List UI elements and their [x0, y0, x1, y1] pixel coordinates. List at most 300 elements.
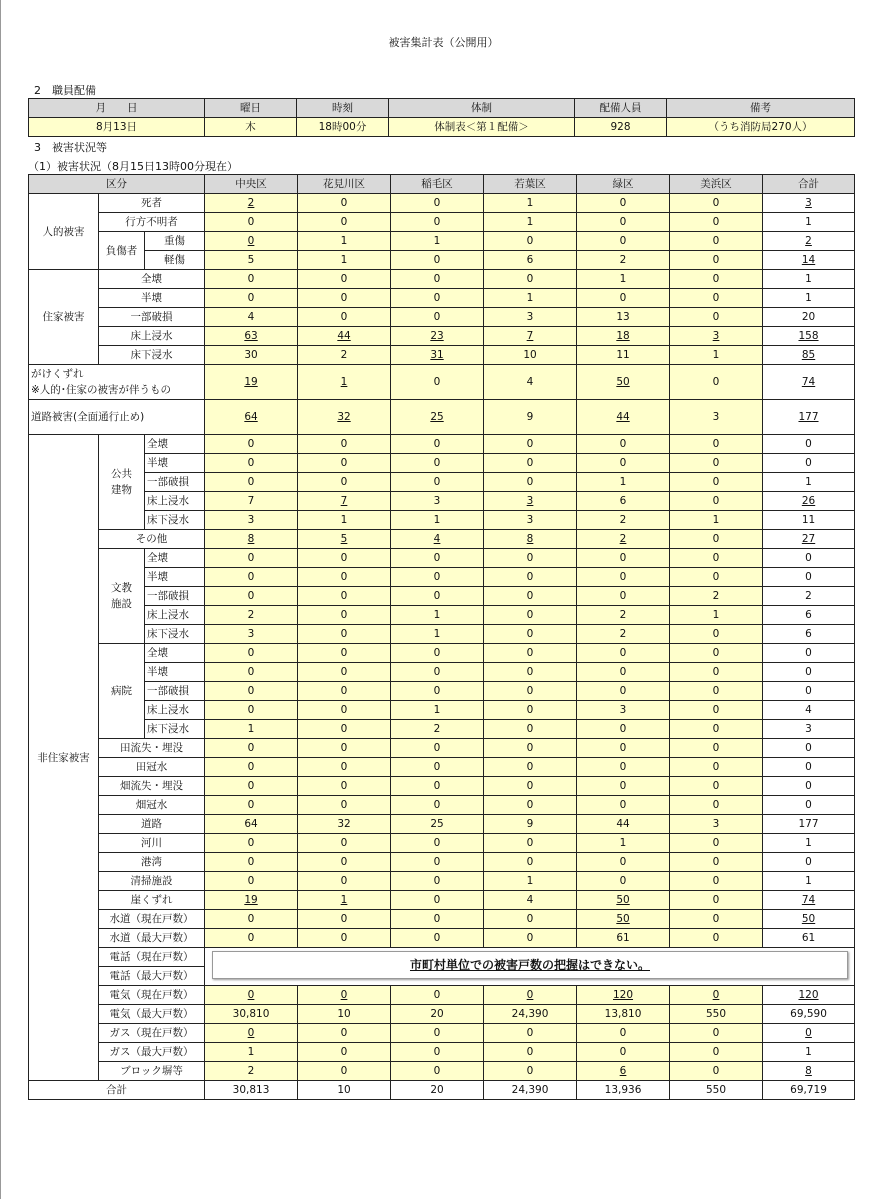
value-cell: 3	[205, 511, 298, 530]
table-row	[29, 758, 855, 777]
value-cell: 0	[670, 929, 763, 948]
value-cell: 6	[763, 625, 855, 644]
staff-header-time: 時刻	[297, 99, 389, 118]
value-cell: 50	[577, 891, 670, 910]
value-cell: 1	[670, 346, 763, 365]
value-cell: 1	[391, 701, 484, 720]
value-cell: 0	[577, 1024, 670, 1043]
damage-heading: 3 被害状況等	[34, 141, 107, 154]
row-label: 畑流失・埋没	[99, 777, 205, 796]
value-cell: 0	[763, 568, 855, 587]
value-cell: 177	[763, 400, 855, 435]
value-cell: 7	[205, 492, 298, 511]
row-label: 田流失・埋没	[99, 739, 205, 758]
value-cell: 0	[298, 701, 391, 720]
table-row	[29, 454, 855, 473]
table-row	[29, 587, 855, 606]
staff-system: 体制表＜第１配備＞	[389, 118, 575, 137]
table-row	[29, 777, 855, 796]
value-cell: 0	[484, 473, 577, 492]
row-label: 水道（現在戸数）	[99, 910, 205, 929]
value-cell: 0	[763, 1024, 855, 1043]
value-cell: 0	[484, 1043, 577, 1062]
table-row	[29, 213, 855, 232]
row-label: 道路	[99, 815, 205, 834]
value-cell: 0	[298, 739, 391, 758]
value-cell: 0	[298, 473, 391, 492]
table-row	[29, 327, 855, 346]
value-cell: 13,810	[577, 1005, 670, 1024]
value-cell: 0	[484, 739, 577, 758]
value-cell: 0	[391, 739, 484, 758]
table-row	[29, 568, 855, 587]
value-cell: 24,390	[484, 1005, 577, 1024]
value-cell: 0	[484, 568, 577, 587]
value-cell: 0	[298, 549, 391, 568]
value-cell: 0	[205, 986, 298, 1005]
value-cell: 18	[577, 327, 670, 346]
value-cell: 0	[205, 473, 298, 492]
value-cell: 0	[484, 758, 577, 777]
header-ward: 合計	[763, 175, 855, 194]
row-label: ブロック塀等	[99, 1062, 205, 1081]
value-cell: 0	[670, 796, 763, 815]
value-cell: 0	[577, 644, 670, 663]
table-row	[29, 682, 855, 701]
value-cell: 0	[577, 289, 670, 308]
value-cell: 19	[205, 365, 298, 400]
table-row	[29, 530, 855, 549]
row-label: 床上浸水	[145, 701, 205, 720]
value-cell: 25	[391, 815, 484, 834]
value-cell: 0	[763, 758, 855, 777]
value-cell: 2	[577, 511, 670, 530]
value-cell: 0	[298, 1062, 391, 1081]
value-cell: 3	[670, 815, 763, 834]
row-label: 一部破損	[145, 587, 205, 606]
row-label: 床上浸水	[99, 327, 205, 346]
value-cell: 0	[670, 986, 763, 1005]
value-cell: 7	[298, 492, 391, 511]
staff-weekday: 木	[205, 118, 297, 137]
row-label: 崖くずれ	[99, 891, 205, 910]
value-cell: 0	[298, 454, 391, 473]
value-cell: 10	[298, 1005, 391, 1024]
table-row	[29, 232, 855, 251]
row-label: 河川	[99, 834, 205, 853]
value-cell: 0	[391, 834, 484, 853]
value-cell: 69,590	[763, 1005, 855, 1024]
value-cell: 1	[577, 270, 670, 289]
value-cell: 0	[484, 587, 577, 606]
total-value-cell: 13,936	[577, 1081, 670, 1100]
value-cell: 0	[577, 194, 670, 213]
header-ward: 稲毛区	[391, 175, 484, 194]
value-cell: 0	[298, 720, 391, 739]
value-cell: 0	[484, 644, 577, 663]
value-cell: 0	[670, 365, 763, 400]
value-cell: 0	[391, 587, 484, 606]
value-cell: 31	[391, 346, 484, 365]
row-label: 軽傷	[145, 251, 205, 270]
value-cell: 4	[205, 308, 298, 327]
group-public-building: 公共建物	[99, 435, 145, 530]
value-cell: 2	[205, 194, 298, 213]
value-cell: 1	[670, 606, 763, 625]
row-label: ガス（最大戸数）	[99, 1043, 205, 1062]
value-cell: 0	[391, 308, 484, 327]
table-row	[29, 986, 855, 1005]
value-cell: 0	[205, 549, 298, 568]
value-cell: 50	[763, 910, 855, 929]
total-value-cell: 20	[391, 1081, 484, 1100]
value-cell: 1	[484, 289, 577, 308]
table-row	[29, 549, 855, 568]
row-label: 全壊	[145, 549, 205, 568]
value-cell: 9	[484, 815, 577, 834]
value-cell: 10	[484, 346, 577, 365]
value-cell: 0	[391, 568, 484, 587]
row-label: 水道（最大戸数）	[99, 929, 205, 948]
value-cell: 0	[484, 1024, 577, 1043]
value-cell: 2	[391, 720, 484, 739]
value-cell: 0	[391, 796, 484, 815]
value-cell: 0	[670, 530, 763, 549]
value-cell: 1	[298, 891, 391, 910]
value-cell: 2	[205, 606, 298, 625]
value-cell: 0	[205, 910, 298, 929]
value-cell: 0	[577, 1043, 670, 1062]
value-cell: 0	[298, 625, 391, 644]
value-cell: 0	[670, 270, 763, 289]
value-cell: 44	[577, 400, 670, 435]
value-cell: 1	[763, 872, 855, 891]
value-cell: 1	[484, 194, 577, 213]
value-cell: 11	[577, 346, 670, 365]
staff-header-remarks: 備考	[667, 99, 855, 118]
value-cell: 0	[670, 454, 763, 473]
damage-subheading: （1）被害状況（8月15日13時00分現在）	[28, 160, 238, 173]
value-cell: 0	[670, 289, 763, 308]
staff-table	[28, 98, 855, 137]
value-cell: 1	[577, 473, 670, 492]
value-cell: 14	[763, 251, 855, 270]
value-cell: 3	[391, 492, 484, 511]
total-value-cell: 550	[670, 1081, 763, 1100]
value-cell: 0	[391, 872, 484, 891]
landslide-label	[29, 365, 205, 400]
table-row	[29, 739, 855, 758]
value-cell: 0	[298, 568, 391, 587]
value-cell: 120	[577, 986, 670, 1005]
value-cell: 1	[298, 511, 391, 530]
value-cell: 1	[391, 606, 484, 625]
table-row	[29, 400, 855, 435]
value-cell: 3	[763, 720, 855, 739]
value-cell: 0	[670, 644, 763, 663]
value-cell: 0	[391, 1043, 484, 1062]
value-cell: 50	[577, 365, 670, 400]
value-cell: 0	[763, 435, 855, 454]
table-row	[29, 365, 855, 400]
group-injured: 負傷者	[99, 232, 145, 270]
value-cell: 0	[670, 549, 763, 568]
value-cell: 32	[298, 815, 391, 834]
value-cell: 0	[298, 796, 391, 815]
value-cell: 0	[763, 777, 855, 796]
value-cell: 0	[205, 663, 298, 682]
value-cell: 0	[298, 587, 391, 606]
value-cell: 0	[391, 289, 484, 308]
row-label: 畑冠水	[99, 796, 205, 815]
value-cell: 0	[577, 720, 670, 739]
value-cell: 0	[205, 758, 298, 777]
value-cell: 3	[577, 701, 670, 720]
value-cell: 20	[391, 1005, 484, 1024]
value-cell: 2	[670, 587, 763, 606]
total-value-cell: 24,390	[484, 1081, 577, 1100]
value-cell: 0	[205, 701, 298, 720]
value-cell: 0	[763, 644, 855, 663]
table-row	[29, 270, 855, 289]
row-label: 清掃施設	[99, 872, 205, 891]
value-cell: 0	[391, 473, 484, 492]
value-cell: 0	[484, 232, 577, 251]
table-row	[29, 1081, 855, 1100]
value-cell: 0	[670, 213, 763, 232]
value-cell: 61	[577, 929, 670, 948]
value-cell: 0	[484, 910, 577, 929]
value-cell: 0	[670, 251, 763, 270]
value-cell: 0	[391, 663, 484, 682]
value-cell: 0	[577, 663, 670, 682]
value-cell: 0	[670, 853, 763, 872]
value-cell: 0	[205, 853, 298, 872]
value-cell: 3	[763, 194, 855, 213]
row-label: 床下浸水	[145, 625, 205, 644]
row-label: ガス（現在戸数）	[99, 1024, 205, 1043]
value-cell: 0	[205, 929, 298, 948]
value-cell: 2	[763, 232, 855, 251]
table-row	[29, 511, 855, 530]
value-cell: 0	[670, 308, 763, 327]
table-row	[29, 1043, 855, 1062]
value-cell: 2	[298, 346, 391, 365]
value-cell: 0	[298, 606, 391, 625]
row-label: 死者	[99, 194, 205, 213]
value-cell: 0	[205, 796, 298, 815]
value-cell: 32	[298, 400, 391, 435]
value-cell: 0	[670, 1062, 763, 1081]
value-cell: 0	[298, 1024, 391, 1043]
table-row	[29, 891, 855, 910]
value-cell: 2	[577, 625, 670, 644]
value-cell: 0	[670, 232, 763, 251]
value-cell: 74	[763, 365, 855, 400]
value-cell: 3	[484, 308, 577, 327]
value-cell: 0	[298, 758, 391, 777]
value-cell: 0	[670, 758, 763, 777]
table-row	[29, 308, 855, 327]
row-label: 一部破損	[99, 308, 205, 327]
row-label: 床下浸水	[145, 720, 205, 739]
value-cell: 19	[205, 891, 298, 910]
value-cell: 0	[577, 454, 670, 473]
value-cell: 0	[484, 929, 577, 948]
value-cell: 550	[670, 1005, 763, 1024]
phone-notice: 市町村単位での被害戸数の把握はできない。	[212, 951, 848, 979]
value-cell: 0	[205, 834, 298, 853]
value-cell: 0	[298, 682, 391, 701]
staff-heading: 2 職員配備	[34, 84, 96, 97]
value-cell: 4	[484, 365, 577, 400]
header-ward: 中央区	[205, 175, 298, 194]
value-cell: 1	[763, 213, 855, 232]
road-label: 道路被害(全面通行止め)	[29, 400, 205, 435]
value-cell: 0	[391, 251, 484, 270]
value-cell: 3	[484, 511, 577, 530]
value-cell: 0	[484, 625, 577, 644]
table-row	[29, 910, 855, 929]
value-cell: 27	[763, 530, 855, 549]
value-cell: 0	[577, 853, 670, 872]
table-row	[29, 175, 855, 194]
table-row	[29, 872, 855, 891]
row-label: 田冠水	[99, 758, 205, 777]
header-ward: 花見川区	[298, 175, 391, 194]
value-cell: 177	[763, 815, 855, 834]
table-row	[29, 834, 855, 853]
value-cell: 1	[577, 834, 670, 853]
table-row	[29, 625, 855, 644]
value-cell: 0	[484, 435, 577, 454]
value-cell: 2	[577, 251, 670, 270]
value-cell: 0	[205, 1024, 298, 1043]
value-cell: 6	[484, 251, 577, 270]
value-cell: 0	[577, 435, 670, 454]
staff-date: 8月13日	[29, 118, 205, 137]
value-cell: 1	[298, 251, 391, 270]
table-row	[29, 473, 855, 492]
value-cell: 0	[670, 720, 763, 739]
group-hospital: 病院	[99, 644, 145, 739]
value-cell: 0	[670, 435, 763, 454]
value-cell: 1	[391, 232, 484, 251]
value-cell: 4	[484, 891, 577, 910]
value-cell: 0	[577, 568, 670, 587]
value-cell: 0	[670, 910, 763, 929]
table-row	[29, 1005, 855, 1024]
value-cell: 1	[391, 511, 484, 530]
value-cell: 0	[391, 682, 484, 701]
table-row	[29, 194, 855, 213]
row-label: 一部破損	[145, 473, 205, 492]
table-row	[29, 853, 855, 872]
value-cell: 11	[763, 511, 855, 530]
value-cell: 3	[205, 625, 298, 644]
value-cell: 0	[298, 270, 391, 289]
row-label: 重傷	[145, 232, 205, 251]
table-row	[29, 606, 855, 625]
value-cell: 1	[484, 213, 577, 232]
value-cell: 9	[484, 400, 577, 435]
row-label: 一部破損	[145, 682, 205, 701]
staff-time: 18時00分	[297, 118, 389, 137]
value-cell: 44	[577, 815, 670, 834]
value-cell: 0	[298, 777, 391, 796]
staff-remarks: （うち消防局270人）	[667, 118, 855, 137]
value-cell: 0	[670, 701, 763, 720]
value-cell: 158	[763, 327, 855, 346]
group-school: 文教施設	[99, 549, 145, 644]
value-cell: 1	[298, 365, 391, 400]
value-cell: 120	[763, 986, 855, 1005]
row-label: 全壊	[145, 644, 205, 663]
value-cell: 0	[484, 720, 577, 739]
value-cell: 0	[205, 289, 298, 308]
value-cell: 0	[670, 777, 763, 796]
table-row	[29, 1024, 855, 1043]
value-cell: 0	[484, 682, 577, 701]
value-cell: 13	[577, 308, 670, 327]
value-cell: 0	[484, 454, 577, 473]
value-cell: 0	[391, 644, 484, 663]
value-cell: 0	[298, 213, 391, 232]
total-value-cell: 10	[298, 1081, 391, 1100]
value-cell: 0	[577, 796, 670, 815]
table-row	[29, 663, 855, 682]
value-cell: 0	[763, 454, 855, 473]
table-row	[29, 289, 855, 308]
value-cell: 0	[670, 663, 763, 682]
value-cell: 1	[484, 872, 577, 891]
row-label: 行方不明者	[99, 213, 205, 232]
value-cell: 8	[484, 530, 577, 549]
value-cell: 0	[670, 1043, 763, 1062]
value-cell: 0	[577, 777, 670, 796]
value-cell: 0	[391, 1062, 484, 1081]
value-cell: 3	[484, 492, 577, 511]
value-cell: 50	[577, 910, 670, 929]
total-value-cell: 30,813	[205, 1081, 298, 1100]
table-row	[29, 796, 855, 815]
table-row	[29, 435, 855, 454]
value-cell: 0	[577, 739, 670, 758]
value-cell: 0	[577, 232, 670, 251]
value-cell: 2	[577, 606, 670, 625]
value-cell: 61	[763, 929, 855, 948]
value-cell: 2	[577, 530, 670, 549]
row-label: 電気（最大戸数）	[99, 1005, 205, 1024]
value-cell: 23	[391, 327, 484, 346]
value-cell: 8	[763, 1062, 855, 1081]
landslide-label-main: がけくずれ	[31, 368, 84, 380]
value-cell: 0	[484, 834, 577, 853]
value-cell: 0	[391, 1024, 484, 1043]
value-cell: 0	[298, 929, 391, 948]
value-cell: 0	[205, 270, 298, 289]
value-cell: 0	[298, 194, 391, 213]
value-cell: 0	[670, 834, 763, 853]
table-row	[29, 1062, 855, 1081]
value-cell: 1	[763, 473, 855, 492]
value-cell: 6	[577, 492, 670, 511]
value-cell: 0	[205, 568, 298, 587]
row-label: 半壊	[145, 663, 205, 682]
value-cell: 0	[670, 568, 763, 587]
value-cell: 85	[763, 346, 855, 365]
value-cell: 0	[298, 308, 391, 327]
